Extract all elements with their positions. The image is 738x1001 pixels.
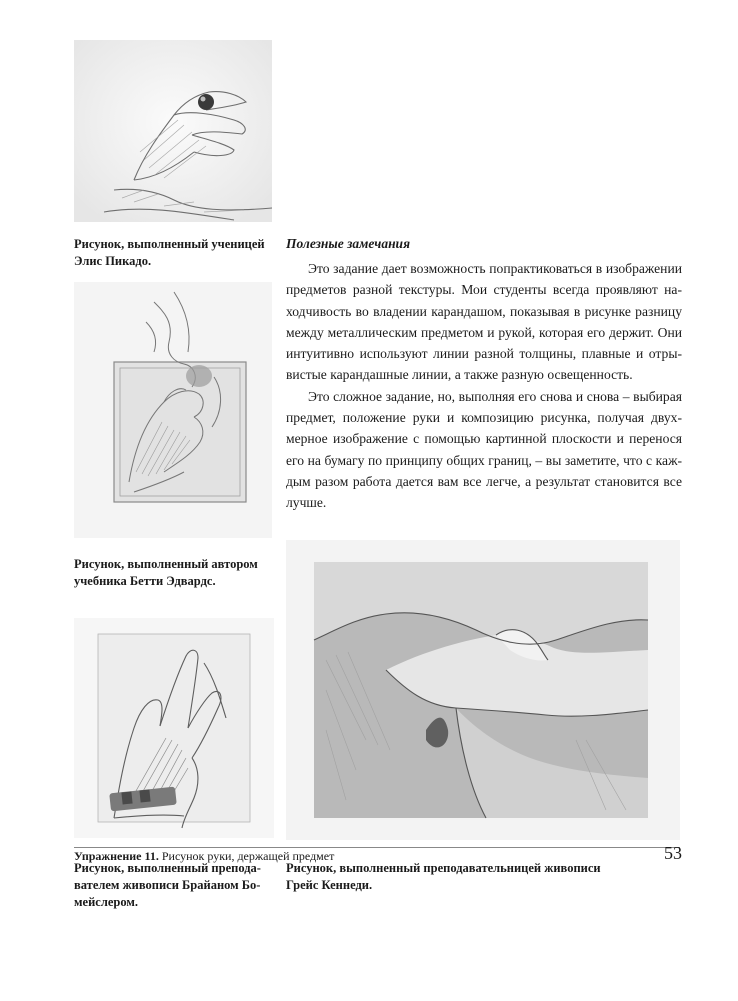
body-text	[286, 258, 682, 514]
paragraph-1: Это задание дает возможность попрактиковаться в изображении предметов разной текстуры. Мои студенты всегда проявляют на- ходчивость во владении карандашом, показывая в рисунке разницу между металлическим предметом и рукой, которая его держит. Они интуитивно используют линии разной толщины, плавные и отры- вистые карандашные линии, а также разную освещенность.	[286, 261, 682, 383]
figure-teacher-drawing-bomeisler	[74, 618, 274, 838]
paragraph-2: Это сложное задание, но, выполняя его снова и снова – выбирая предмет, положение руки и композицию рисунка, получая двух- мерное изображение с помощью картинной плоскости и перенося его на бумагу по принципу общих границ, – вы заметите, что с каж- дым разом работа дается вам все легче, а результат становится все лучше.	[286, 388, 682, 511]
figure-author-drawing	[74, 282, 272, 538]
section-heading: Полезные замечания	[286, 236, 411, 251]
figure-caption: Рисунок, выполненный автором учебника Бетти Эдвардс.	[74, 557, 258, 588]
exercise-label: Упражнение 11.	[74, 849, 159, 863]
figure-teacher-drawing-kennedy	[286, 540, 680, 840]
footer-divider	[74, 847, 680, 848]
page-number: 53	[664, 843, 682, 863]
running-footer	[74, 849, 334, 864]
figure-caption: Рисунок, выполненный преподавательницей живописи Грейс Кеннеди.	[286, 861, 601, 892]
figure-caption: Рисунок, выполненный ученицей Элис Пикадо.	[74, 237, 265, 268]
figure-caption: Рисунок, выполненный препода- вателем живописи Брайаном Бо- мейслером.	[74, 861, 261, 909]
figure-student-drawing	[74, 40, 272, 222]
exercise-title: Рисунок руки, держащей предмет	[161, 849, 335, 863]
